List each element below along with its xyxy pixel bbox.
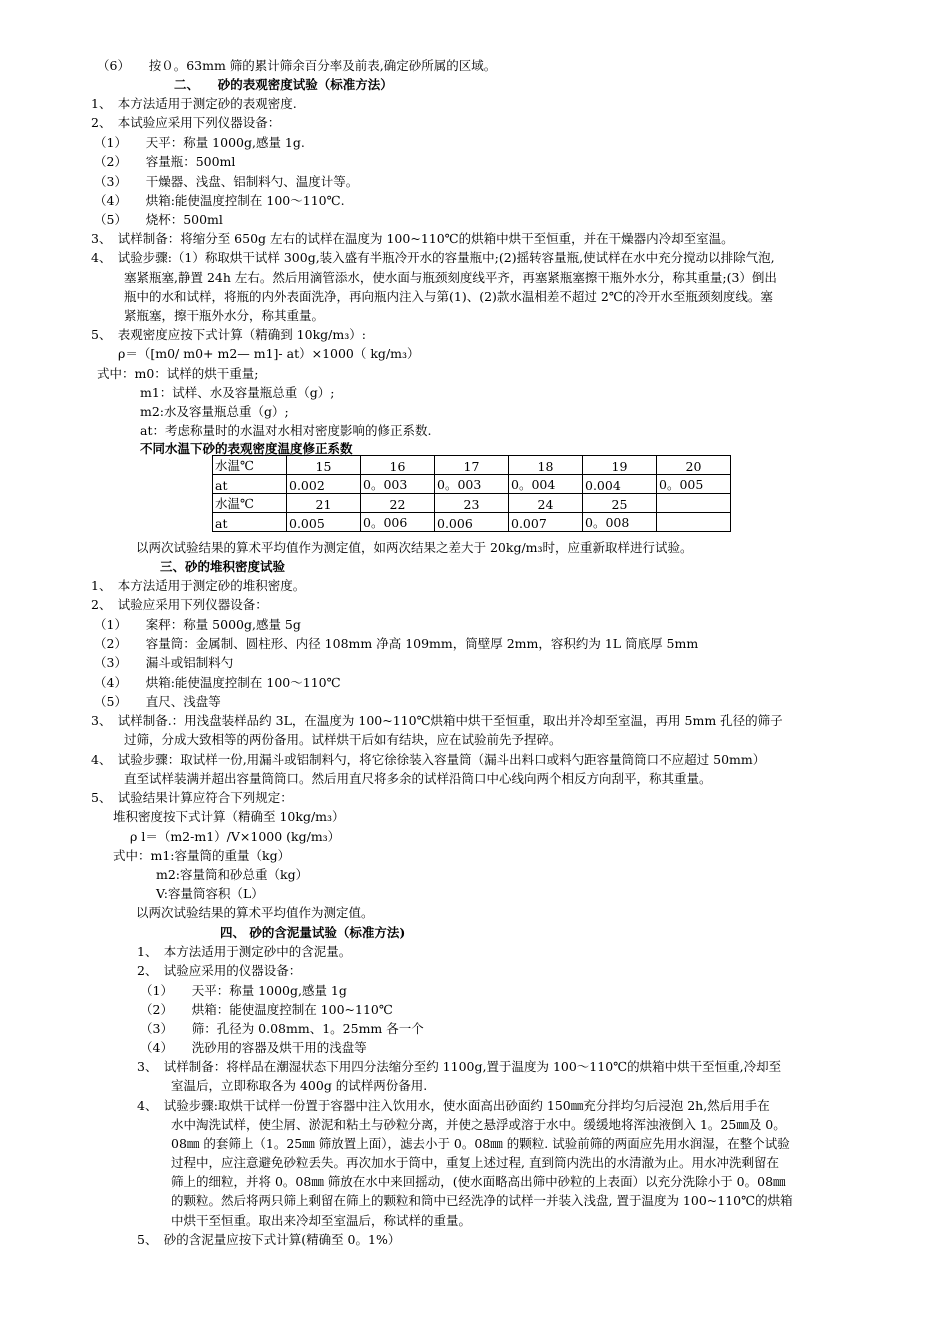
paragraph-line: 塞紧瓶塞,静置 24h 左右。然后用滴管添水，使水面与瓶颈刻度线平齐，再塞紧瓶塞擦干瓶外水分，称其重量;(3）倒出: [124, 270, 777, 285]
paragraph-line: 3、 试样制备：将样品在潮湿状态下用四分法缩分至约 1100g,置于温度为 100～110℃的烘箱中烘干至恒重,冷却至: [137, 1059, 782, 1074]
formula-legend-line: m2:水及容量瓶总重（g）;: [140, 404, 289, 419]
table-cell: 0。006: [361, 513, 435, 532]
table-row-label: at: [213, 475, 287, 494]
table-cell: 0。005: [657, 475, 731, 494]
formula-legend-line: m2:容量筒和砂总重（kg）: [156, 867, 309, 882]
paragraph-line: 瓶中的水和试样，将瓶的内外表面洗净，再向瓶内注入与第(1)、(2)款水温相差不超过 2℃的冷开水至瓶颈刻度线。塞: [124, 289, 773, 304]
table-cell: 23: [435, 494, 509, 513]
paragraph-line: 过筛，分成大致相等的两份备用。试样烘干后如有结块，应在试验前先予捏碎。: [124, 732, 562, 747]
table-cell: [657, 494, 731, 513]
paragraph-line: 5、 试验结果计算应符合下列规定：: [91, 790, 293, 805]
paragraph-line: 中烘干至恒重。取出来冷却至室温后，称试样的重量。: [171, 1213, 472, 1228]
formula-apparent-density: ρ＝（[m0/ m0+ m2— m1]- at）×1000（ kg/m₃）: [118, 346, 420, 361]
paragraph-line: 1、 本方法适用于测定砂的堆积密度。: [91, 578, 306, 593]
formula-legend-line: 式中：m0：试样的烘干重量;: [97, 366, 259, 381]
table-cell: 24: [509, 494, 583, 513]
section-heading-4: 四、 砂的含泥量试验（标准方法): [220, 925, 406, 940]
list-item: （3） 筛：孔径为 0.08mm、1。25mm 各一个: [140, 1021, 424, 1036]
table-cell: 0。004: [509, 475, 583, 494]
paragraph-line: 3、 试样制备.：用浅盘装样品约 3L，在温度为 100~110℃烘箱中烘干至恒重，取出并冷却至室温，再用 5mm 孔径的筛子: [91, 713, 783, 728]
table-row: [213, 475, 731, 494]
table-cell: 0.006: [435, 513, 509, 532]
table-cell: 0。008: [583, 513, 657, 532]
table-cell: 0。003: [435, 475, 509, 494]
table-row: [213, 456, 731, 475]
paragraph-line: 室温后，立即称取各为 400g 的试样两份备用.: [171, 1078, 428, 1093]
formula-legend-line: m1：试样、水及容量瓶总重（g）;: [140, 385, 335, 400]
formula-legend-line: at：考虑称量时的水温对水相对密度影响的修正系数.: [140, 423, 432, 438]
paragraph-line: 2、 试验应采用的仪器设备：: [137, 963, 302, 978]
formula-bulk-density: ρ l＝（m2-m1）/V×1000 (kg/m₃）: [130, 829, 341, 844]
list-item: （1） 案秤：称量 5000g,感量 5g: [94, 617, 301, 632]
paragraph-line: （6） 按０。63mm 筛的累计筛余百分率及前表,确定砂所属的区域。: [97, 58, 497, 73]
paragraph-line: 1、 本方法适用于测定砂中的含泥量。: [137, 944, 352, 959]
paragraph-line: 以两次试验结果的算术平均值作为测定值。: [136, 905, 374, 920]
formula-legend-line: V:容量筒容积（L）: [156, 886, 264, 901]
list-item: （5） 直尺、浅盘等: [94, 694, 221, 709]
table-title: 不同水温下砂的表观密度温度修正系数: [140, 441, 353, 456]
table-row-label: at: [213, 513, 287, 532]
paragraph-line: 4、 试验步骤:（1）称取烘干试样 300g,装入盛有半瓶冷开水的容量瓶中;(2)摇转容量瓶,使试样在水中充分搅动以排除气泡,: [91, 250, 775, 265]
list-item: （4） 烘箱:能使温度控制在 100～110℃.: [94, 193, 345, 208]
paragraph-line: 以两次试验结果的算术平均值作为测定值，如两次结果之差大于 20kg/m₃时，应重新取样进行试验。: [136, 540, 693, 555]
table-cell: 25: [583, 494, 657, 513]
formula-legend-line: 式中：m1:容量筒的重量（kg）: [113, 848, 291, 863]
list-item: （2） 容量筒：金属制、圆柱形、内径 108mm 净高 109mm，筒壁厚 2mm，容积约为 1L 筒底厚 5mm: [94, 636, 699, 651]
table-cell: 21: [287, 494, 361, 513]
table-row: [213, 513, 731, 532]
section-heading-2: 二、 砂的表观密度试验（标准方法）: [174, 77, 393, 92]
table-cell: 22: [361, 494, 435, 513]
list-item: （5） 烧杯：500ml: [94, 212, 223, 227]
list-item: （4） 烘箱:能使温度控制在 100～110℃: [94, 675, 341, 690]
list-item: （2） 容量瓶：500ml: [94, 154, 236, 169]
table-cell: 17: [435, 456, 509, 475]
paragraph-line: 筛上的细粒，并将 0。08㎜ 筛放在水中来回摇动，(使水面略高出筛中砂粒的上表面）以充分洗除小于 0。08㎜: [171, 1174, 786, 1189]
paragraph-line: 堆积密度按下式计算（精确至 10kg/m₃）: [113, 809, 345, 824]
table-cell: 19: [583, 456, 657, 475]
paragraph-line: 2、 本试验应采用下列仪器设备：: [91, 115, 281, 130]
section-heading-3: 三、砂的堆积密度试验: [160, 559, 286, 574]
paragraph-line: 水中淘洗试样，使尘屑、淤泥和粘土与砂粒分离，并使之悬浮或溶于水中。缓缓地将浑浊液倒入 1。25㎜及 0。: [171, 1117, 786, 1132]
paragraph-line: 5、 砂的含泥量应按下式计算(精确至 0。1%）: [137, 1232, 401, 1247]
paragraph-line: 紧瓶塞，擦干瓶外水分，称其重量。: [124, 308, 325, 323]
table-cell: 0.004: [583, 475, 657, 494]
list-item: （1） 天平：称量 1000g,感量 1g.: [94, 135, 305, 150]
table-cell: 15: [287, 456, 361, 475]
list-item: （4） 洗砂用的容器及烘干用的浅盘等: [140, 1040, 367, 1055]
paragraph-line: 4、 试验步骤:取烘干试样一份置于容器中注入饮用水，使水面高出砂面约 150㎜充分拌均匀后浸泡 2h,然后用手在: [137, 1098, 770, 1113]
paragraph-line: 的颗粒。然后将两只筛上剩留在筛上的颗粒和筒中已经洗净的试样一并装入浅盘, 置于温度为 100~110℃的烘箱: [171, 1193, 793, 1208]
paragraph-line: 3、 试样制备：将缩分至 650g 左右的试样在温度为 100~110℃的烘箱中烘干至恒重，并在干燥器内冷却至室温。: [91, 231, 734, 246]
list-item: （3） 漏斗或铝制料勺: [94, 655, 234, 670]
table-cell: [657, 513, 731, 532]
table-cell: 16: [361, 456, 435, 475]
paragraph-line: 08㎜ 的套筛上（1。25㎜ 筛放置上面），滤去小于 0。08㎜ 的颗粒. 试验前筛的两面应先用水润湿，在整个试验: [171, 1136, 790, 1151]
table-cell: 18: [509, 456, 583, 475]
paragraph-line: 直至试样装满并超出容量筒筒口。然后用直尺将多余的试样沿筒口中心线向两个相反方向刮平，称其重量。: [124, 771, 712, 786]
paragraph-line: 4、 试验步骤：取试样一份,用漏斗或铝制料勺，将它徐徐装入容量筒（漏斗出料口或料勺距容量筒筒口不应超过 50mm）: [91, 752, 766, 767]
table-cell: 0.005: [287, 513, 361, 532]
table-cell: 20: [657, 456, 731, 475]
table-cell: 0.007: [509, 513, 583, 532]
list-item: （3） 干燥器、浅盘、铝制料勺、温度计等。: [94, 174, 359, 189]
paragraph-line: 1、 本方法适用于测定砂的表观密度.: [91, 96, 297, 111]
table-cell: 0。003: [361, 475, 435, 494]
paragraph-line: 5、 表观密度应按下式计算（精确到 10kg/m₃）:: [91, 327, 366, 342]
temperature-correction-table: [212, 455, 731, 532]
paragraph-line: 2、 试验应采用下列仪器设备：: [91, 597, 268, 612]
table-row-label: 水温℃: [213, 456, 287, 475]
table-row-label: 水温℃: [213, 494, 287, 513]
table-row: [213, 494, 731, 513]
list-item: （2） 烘箱：能使温度控制在 100~110℃: [140, 1002, 393, 1017]
table-cell: 0.002: [287, 475, 361, 494]
paragraph-line: 过程中，应注意避免砂粒丢失。再次加水于筒中，重复上述过程, 直到筒内洗出的水清澈为止。用水冲洗剩留在: [171, 1155, 779, 1170]
list-item: （1） 天平：称量 1000g,感量 1g: [140, 983, 347, 998]
